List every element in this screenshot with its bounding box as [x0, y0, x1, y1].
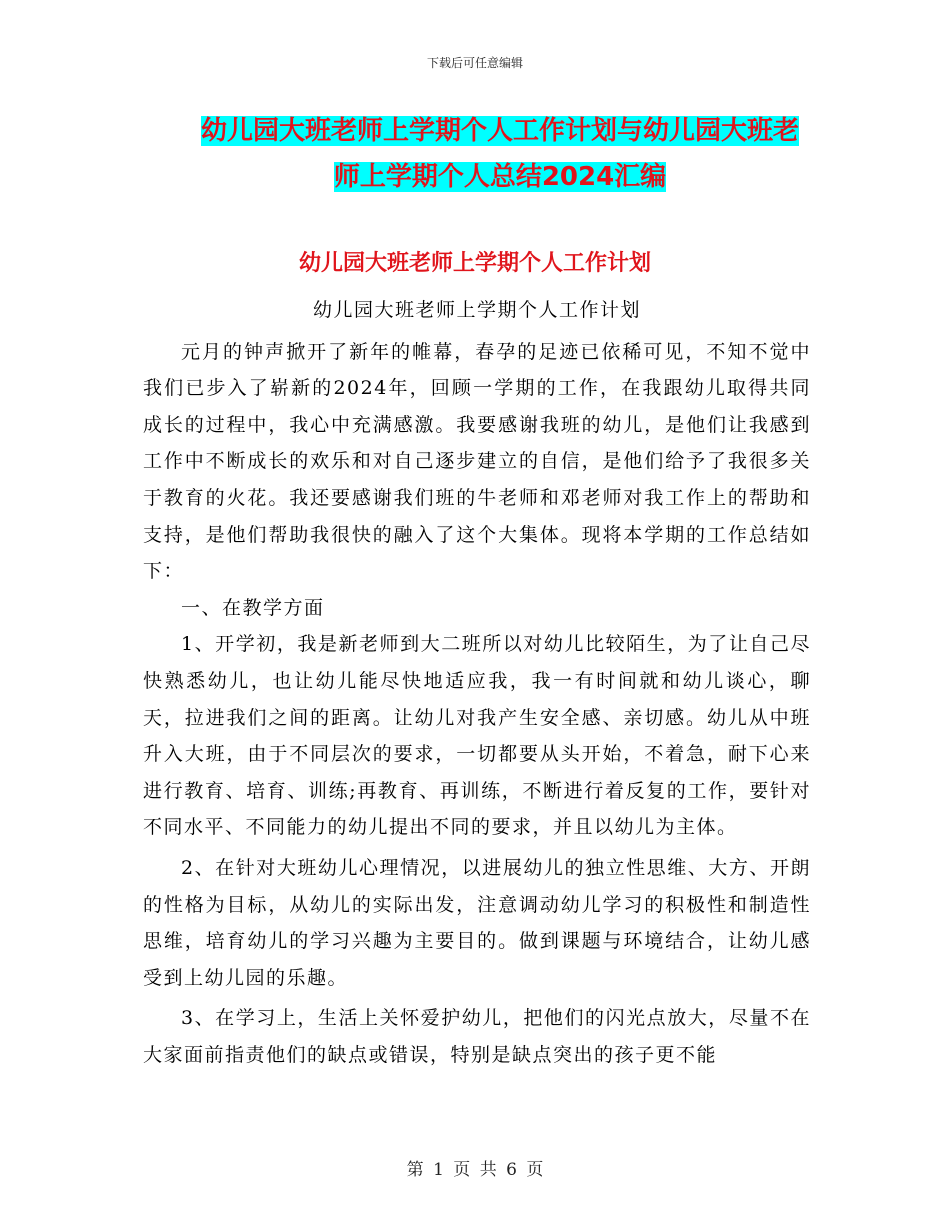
document-body	[143, 292, 811, 1073]
paragraph-item-1: 1、开学初，我是新老师到大二班所以对幼儿比较陌生，为了让自己尽快熟悉幼儿，也让幼儿能尽快地适应我，我一有时间就和幼儿谈心，聊天，拉进我们之间的距离。让幼儿对我产生安全感、亲切感。幼儿从中班升入大班，由于不同层次的要求，一切都要从头开始，不着急，耐下心来进行教育、培育、训练;再教育、再训练，不断进行着反复的工作，要针对不同水平、不同能力的幼儿提出不同的要求，并且以幼儿为主体。	[143, 633, 811, 839]
paragraph-item-3: 3、在学习上，生活上关怀爱护幼儿，把他们的闪光点放大，尽量不在大家面前指责他们的缺点或错误，特别是缺点突出的孩子更不能	[143, 1007, 811, 1066]
document-title	[150, 108, 850, 200]
body-subtitle: 幼儿园大班老师上学期个人工作计划	[312, 299, 641, 321]
paragraph-item-2: 2、在针对大班幼儿心理情况，以进展幼儿的独立性思维、大方、开朗的性格为目标，从幼儿的实际出发，注意调动幼儿学习的积极性和制造性思维，培育幼儿的学习兴趣为主要目的。做到课题与环境结合，让幼儿感受到上幼儿园的乐趣。	[143, 856, 811, 989]
document-title-line-2: 师上学期个人总结2024汇编	[333, 162, 667, 192]
paragraph-intro: 元月的钟声掀开了新年的帷幕，春孕的足迹已依稀可见，不知不觉中我们已步入了崭新的2024年，回顾一学期的工作，在我跟幼儿取得共同成长的过程中，我心中充满感激。我要感谢我班的幼儿，是他们让我感到工作中不断成长的欢乐和对自己逐步建立的自信，是他们给予了我很多关于教育的火花。我还要感谢我们班的牛老师和邓老师对我工作上的帮助和支持，是他们帮助我很快的融入了这个大集体。现将本学期的工作总结如下：	[143, 340, 811, 583]
section-title: 幼儿园大班老师上学期个人工作计划	[298, 251, 651, 276]
page-footer: 第 1 页 共 6 页	[406, 1160, 544, 1180]
header-note: 下载后可任意编辑	[426, 56, 523, 70]
document-title-line-1: 幼儿园大班老师上学期个人工作计划与幼儿园大班老	[200, 116, 799, 146]
heading-teaching: 一、在教学方面	[181, 596, 325, 619]
